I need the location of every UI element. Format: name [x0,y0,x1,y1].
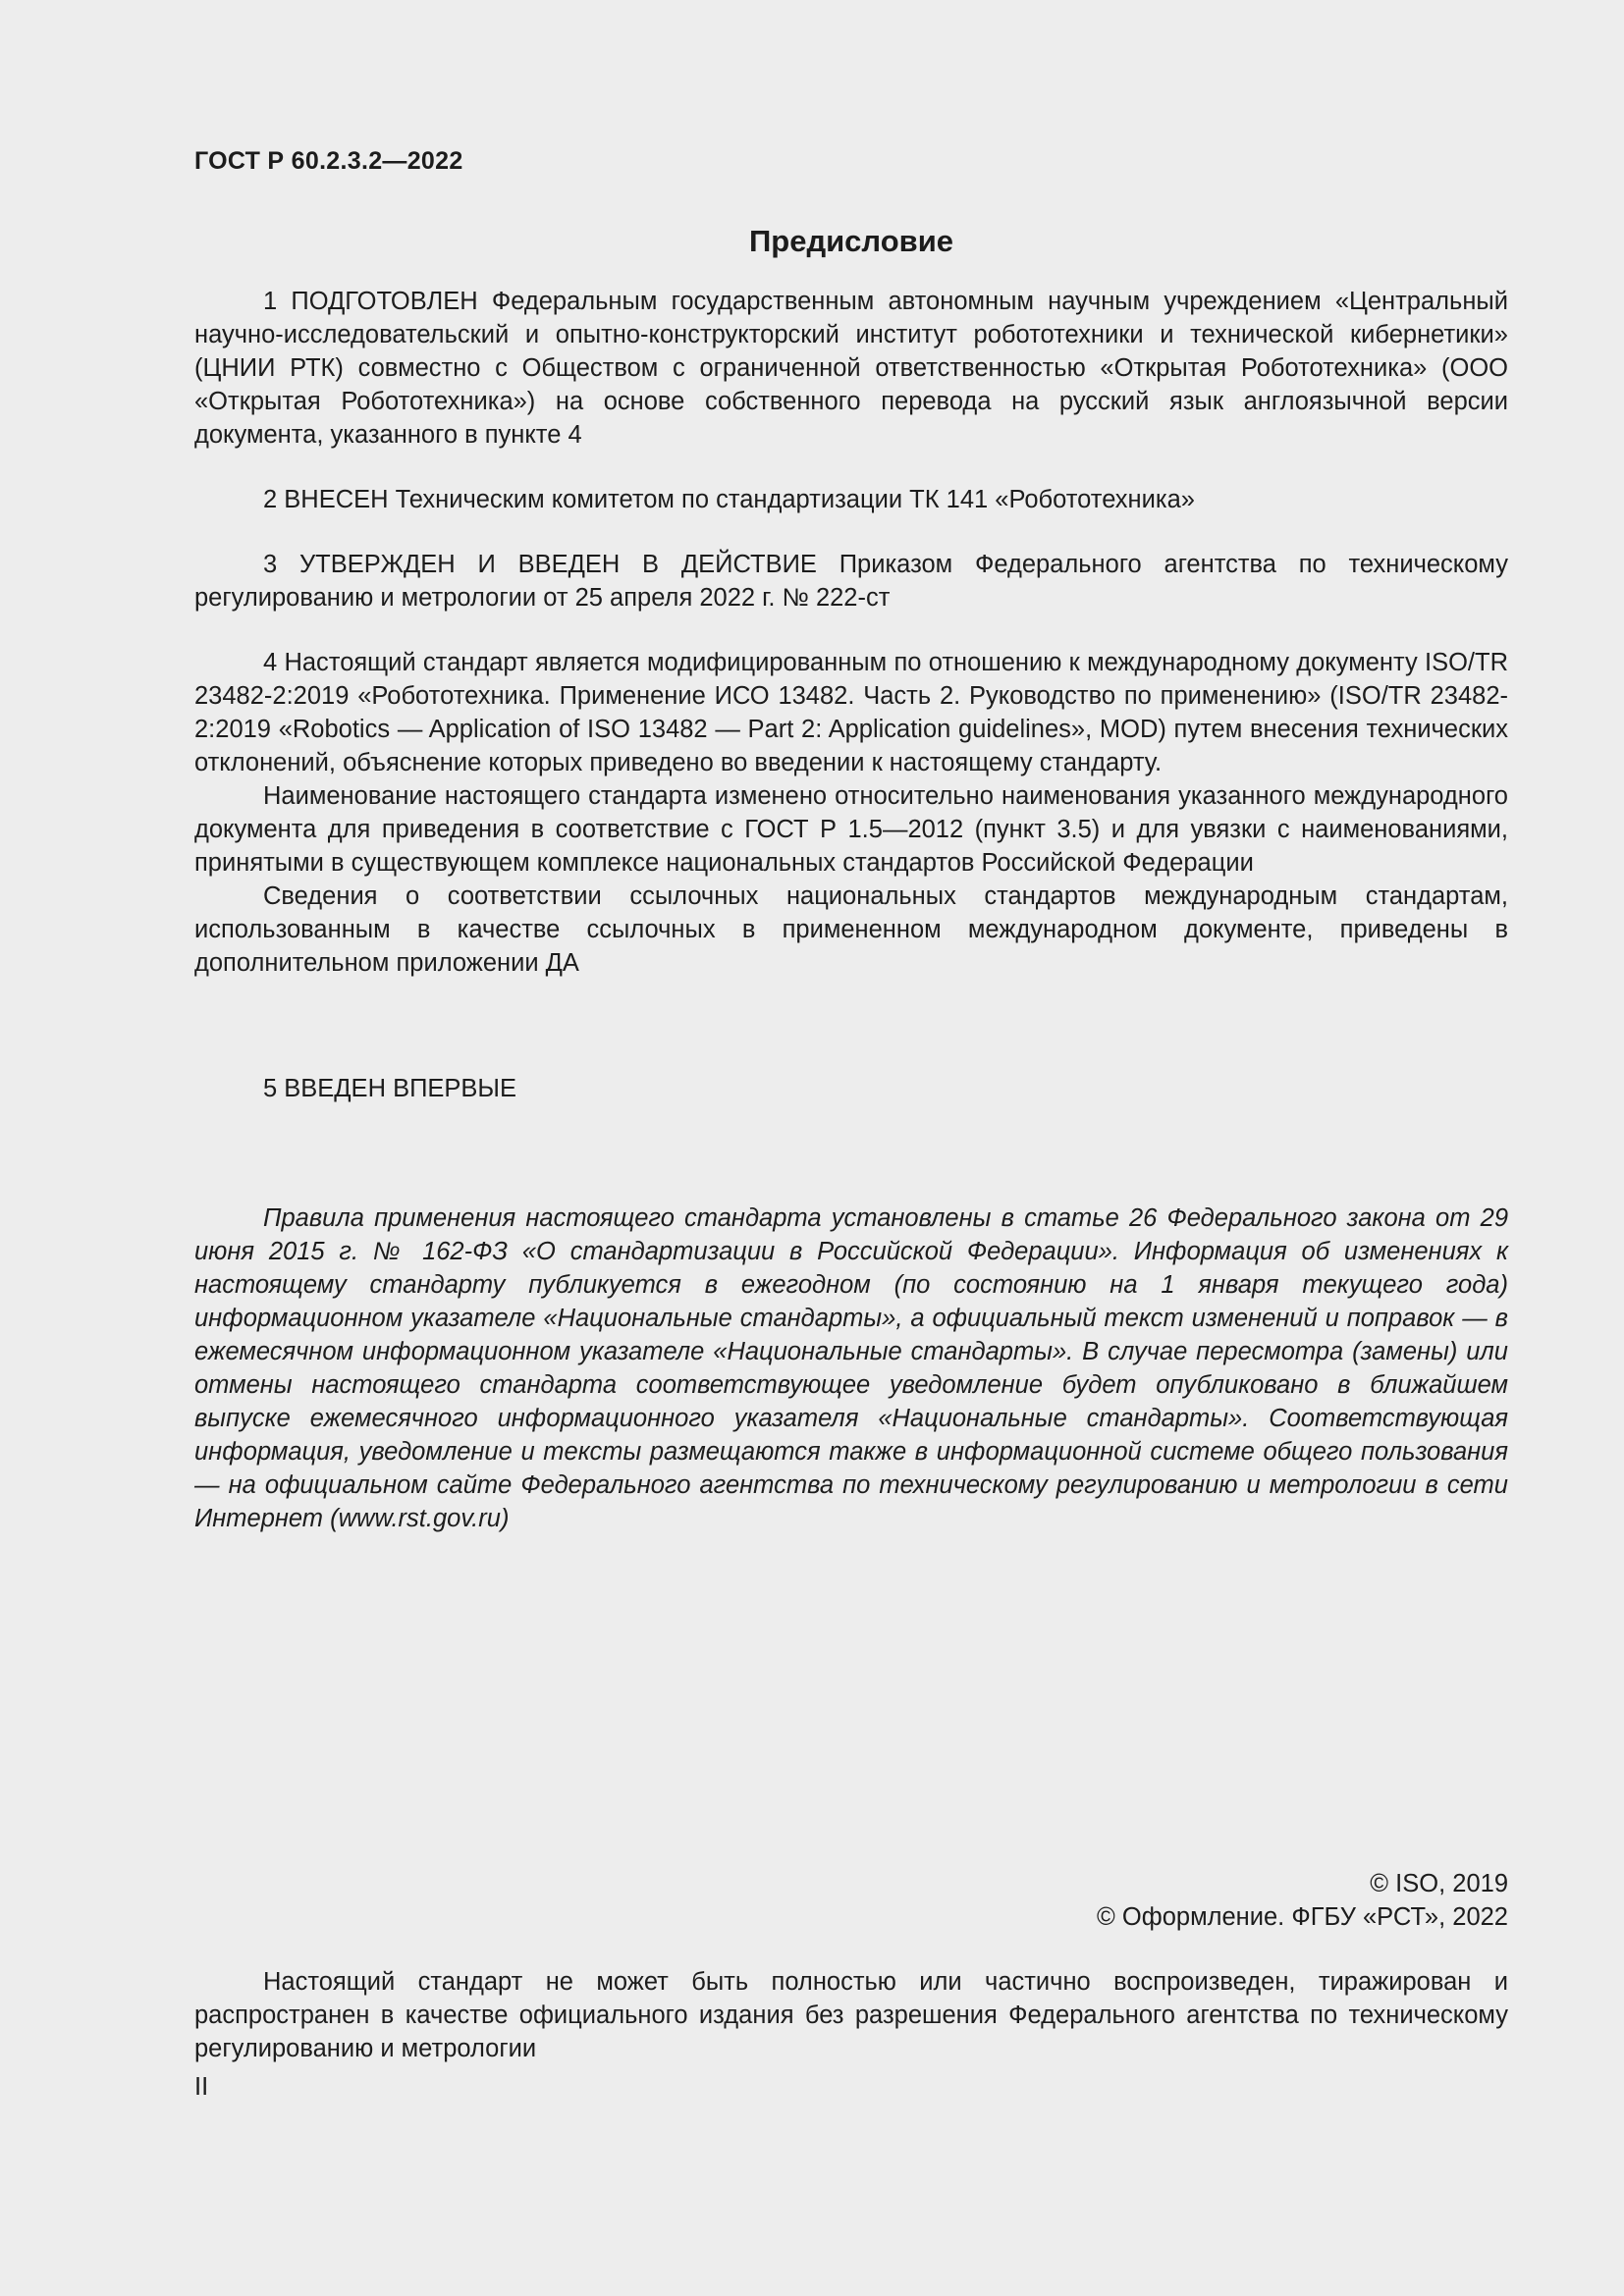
reproduction-notice-paragraph: Настоящий стандарт не может быть полностью или частично воспроизведен, тиражирован и распространен в качестве официального издания без разрешения Федерального агентства по техническому регулированию и метрологии [194,1968,1508,2062]
item-5-paragraph: 5 ВВЕДЕН ВПЕРВЫЕ [263,1075,517,1102]
copyright-block [194,1867,1508,1934]
item-3-block [194,548,1508,614]
copyright-design: © Оформление. ФГБУ «РСТ», 2022 [1097,1903,1508,1931]
item-1-block [194,285,1508,452]
item-4-block [194,646,1508,980]
item-2-paragraph: 2 ВНЕСЕН Техническим комитетом по стандартизации ТК 141 «Робототехника» [263,486,1195,513]
document-page [194,0,1508,2296]
application-rules-notice [194,1201,1508,1535]
page-number: II [194,2073,209,2101]
copyright-iso: © ISO, 2019 [1370,1870,1508,1897]
item-4-name-change-paragraph: Наименование настоящего стандарта изменено относительно наименования указанного международного документа для приведения в соответствие с ГОСТ Р 1.5—2012 (пункт 3.5) и для увязки с наименованиями, принятыми в существующем комплексе национальных стандартов Российской Федерации [194,782,1508,877]
document-code: ГОСТ Р 60.2.3.2—2022 [194,147,463,175]
item-4-paragraph: 4 Настоящий стандарт является модифицированным по отношению к международному документу ISO/TR 23482-2:2019 «Робототехника. Применение ИСО 13482. Часть 2. Руководство по применению» (ISO/TR 23482-2:2019 «Robotics — Application of ISO 13482 — Part 2: Application guidelines», MOD) путем внесения технических отклонений, объяснение которых приведено во введении к настоящему стандарту. [194,649,1508,776]
item-3-paragraph: 3 УТВЕРЖДЕН И ВВЕДЕН В ДЕЙСТВИЕ Приказом Федерального агентства по техническому регулированию и метрологии от 25 апреля 2022 г. № 222-ст [194,551,1508,612]
item-4-references-paragraph: Сведения о соответствии ссылочных национальных стандартов международным стандартам, использованным в качестве ссылочных в примененном международном документе, приведены в дополнительном приложении ДА [194,882,1508,977]
section-title: Предисловие [748,224,953,258]
reproduction-notice [194,1965,1508,2065]
application-rules-paragraph: Правила применения настоящего стандарта установлены в статье 26 Федерального закона от 29 июня 2015 г. № 162-ФЗ «О стандартизации в Российской Федерации». Информация об изменениях к настоящему стандарту публикуется в ежегодном (по состоянию на 1 января текущего года) информационном указателе «Национальные стандарты», а официальный текст изменений и поправок — в ежемесячном информационном указателе «Национальные стандарты». В случае пересмотра (замены) или отмены настоящего стандарта соответствующее уведомление будет опубликовано в ближайшем выпуске ежемесячного информационного указателя «Национальные стандарты». Соответствующая информация, уведомление и тексты размещаются также в информационной системе общего пользования — на официальном сайте Федерального агентства по техническому регулированию и метрологии в сети Интернет (www.rst.gov.ru) [194,1204,1508,1532]
item-1-paragraph: 1 ПОДГОТОВЛЕН Федеральным государственным автономным научным учреждением «Центральный научно-исследовательский и опытно-конструкторский институт робототехники и технической кибернетики» (ЦНИИ РТК) совместно с Обществом с ограниченной ответственностью «Открытая Робототехника» (ООО «Открытая Робототехника») на основе собственного перевода на русский язык англоязычной версии документа, указанного в пункте 4 [194,288,1508,449]
item-2-block [194,483,1508,516]
item-5-block [194,1072,1508,1105]
